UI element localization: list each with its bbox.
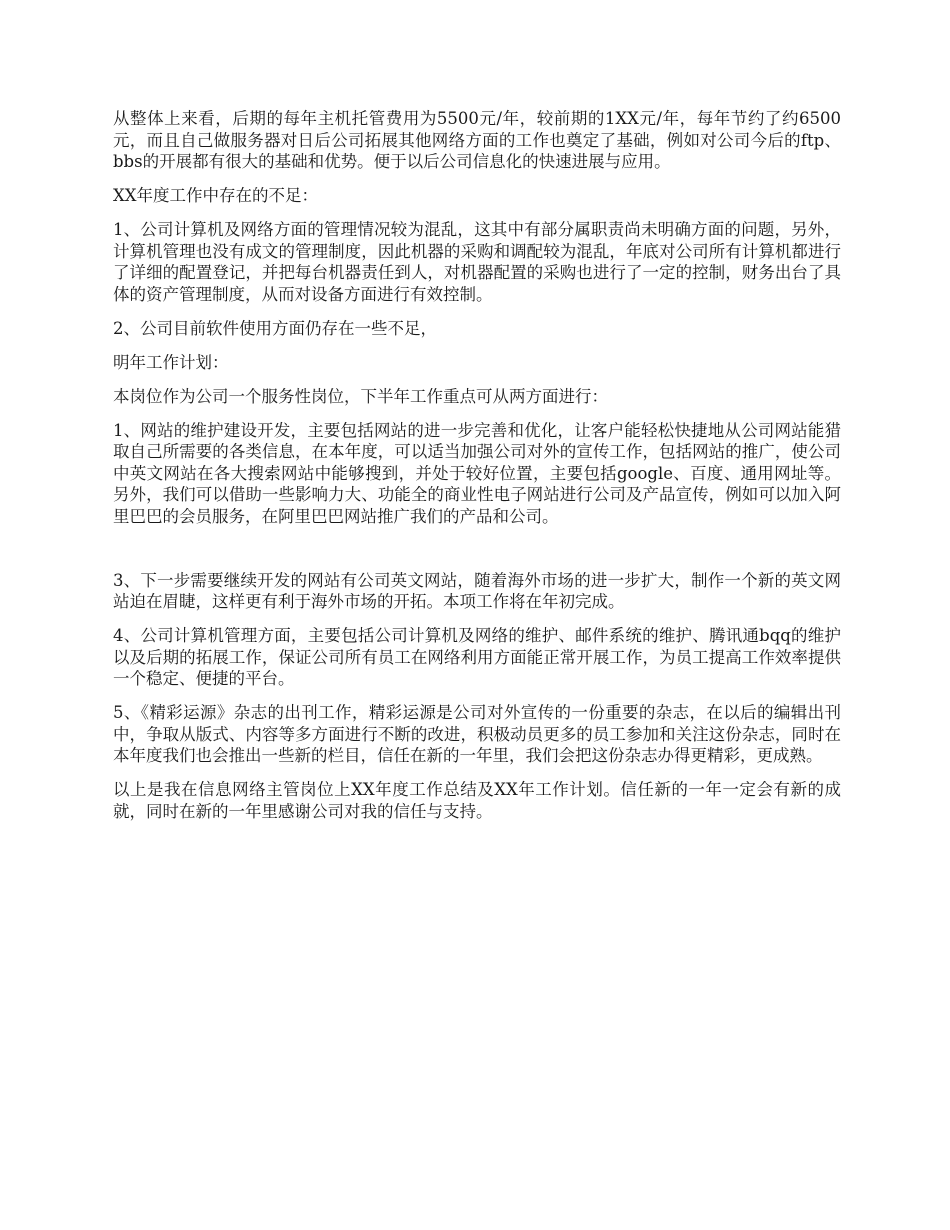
paragraph-conclusion: 以上是我在信息网络主管岗位上XX年度工作总结及XX年工作计划。信任新的一年一定会有新的成就，同时在新的一年里感谢公司对我的信任与支持。 [113,780,841,821]
paragraph-plan-intro: 本岗位作为公司一个服务性岗位，下半年工作重点可从两方面进行： [113,386,608,406]
document-body [113,108,841,835]
paragraph-shortcoming-1: 1、公司计算机及网络方面的管理情况较为混乱，这其中有部分属职责尚未明确方面的问题，另外，计算机管理也没有成文的管理制度，因此机器的采购和调配较为混乱，年底对公司所有计算机都进行了详细的配置登记，并把每台机器责任到人，对机器配置的采购也进行了一定的控制，财务出台了具体的资产管理制度，从而对设备方面进行有效控制。 [113,220,841,304]
paragraph-shortcomings-heading: XX年度工作中存在的不足： [113,186,318,205]
paragraph-plan-3: 3、下一步需要继续开发的网站有公司英文网站，随着海外市场的进一步扩大，制作一个新的英文网站迫在眉睫，这样更有利于海外市场的开拓。本项工作将在年初完成。 [113,570,841,611]
blank-spacer [113,540,841,570]
paragraph-hosting-cost: 从整体上来看，后期的每年主机托管费用为5500元/年，较前期的1XX元/年，每年节约了约6500元，而且自己做服务器对日后公司拓展其他网络方面的工作也奠定了基础，例如对公司今后的ftp、bbs的开展都有很大的基础和优势。便于以后公司信息化的快速进展与应用。 [113,109,841,171]
paragraph-plan-4: 4、公司计算机管理方面，主要包括公司计算机及网络的维护、邮件系统的维护、腾讯通bqq的维护以及后期的拓展工作，保证公司所有员工在网络利用方面能正常开展工作，为员工提高工作效率提供一个稳定、便捷的平台。 [113,626,841,688]
paragraph-plan-1: 1、网站的维护建设开发，主要包括网站的进一步完善和优化，让客户能轻松快捷地从公司网站能猎取自己所需要的各类信息，在本年度，可以适当加强公司对外的宣传工作，包括网站的推广，使公司中英文网站在各大搜索网站中能够搜到，并处于较好位置，主要包括google、百度、通用网址等。另外，我们可以借助一些影响力大、功能全的商业性电子网站进行公司及产品宣传，例如可以加入阿里巴巴的会员服务，在阿里巴巴网站推广我们的产品和公司。 [113,420,841,526]
paragraph-plan-5: 5、《精彩运源》杂志的出刊工作，精彩运源是公司对外宣传的一份重要的杂志，在以后的编辑出刊中，争取从版式、内容等多方面进行不断的改进，积极动员更多的员工参加和关注这份杂志，同时在本年度我们也会推出一些新的栏目，信任在新的一年里，我们会把这份杂志办得更精彩，更成熟。 [113,703,841,765]
paragraph-plan-heading: 明年工作计划： [113,352,229,372]
paragraph-shortcoming-2: 2、公司目前软件使用方面仍存在一些不足， [113,318,437,338]
